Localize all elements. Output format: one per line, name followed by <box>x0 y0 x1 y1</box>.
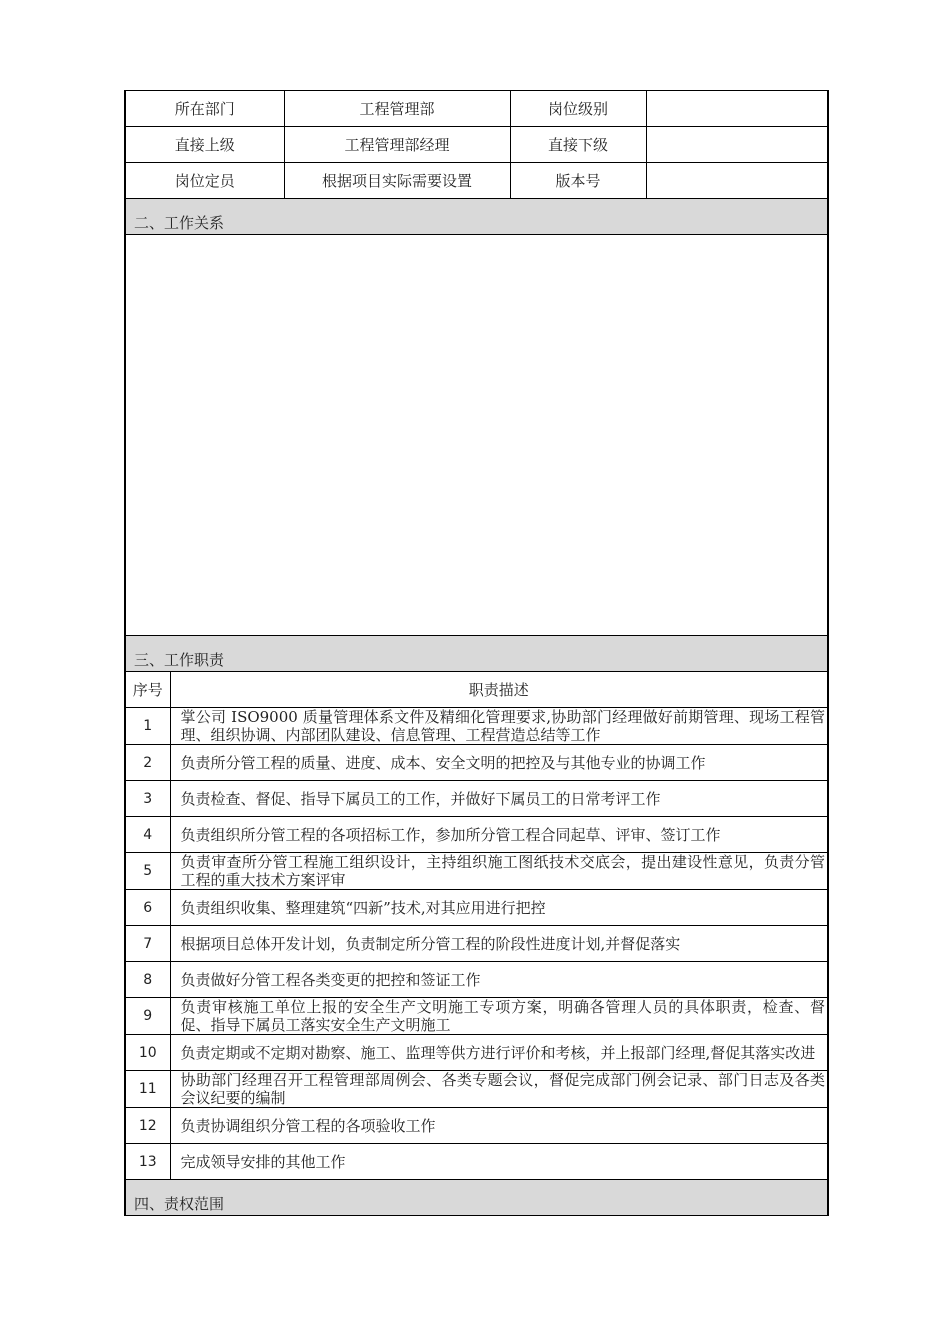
label-department: 所在部门 <box>125 91 284 127</box>
duty-number: 13 <box>125 1144 170 1180</box>
value-direct-superior: 工程管理部经理 <box>284 127 510 163</box>
duty-row <box>125 926 828 962</box>
info-row-department <box>125 91 828 127</box>
duty-description: 负责组织所分管工程的各项招标工作，参加所分管工程合同起草、评审、签订工作 <box>170 817 828 853</box>
duty-number: 6 <box>125 890 170 926</box>
label-direct-subordinate: 直接下级 <box>510 127 646 163</box>
duties-header-no: 序号 <box>125 672 170 708</box>
label-direct-superior: 直接上级 <box>125 127 284 163</box>
duties-header-row <box>125 672 828 708</box>
duty-row <box>125 962 828 998</box>
value-direct-subordinate <box>646 127 828 163</box>
section-authority-title: 四、责权范围 <box>125 1180 828 1216</box>
duty-description: 掌公司 ISO9000 质量管理体系文件及精细化管理要求,协助部门经理做好前期管理、现场工程管理、组织协调、内部团队建设、信息管理、工程营造总结等工作 <box>170 708 828 745</box>
duty-row <box>125 1108 828 1144</box>
section-relations-row <box>125 199 828 235</box>
section-duties-title: 三、工作职责 <box>125 636 828 672</box>
duty-row <box>125 1035 828 1071</box>
duty-description: 负责协调组织分管工程的各项验收工作 <box>170 1108 828 1144</box>
section-authority-row <box>125 1180 828 1216</box>
duty-number: 11 <box>125 1071 170 1108</box>
duty-description: 负责检查、督促、指导下属员工的工作，并做好下属员工的日常考评工作 <box>170 781 828 817</box>
duty-description: 负责组织收集、整理建筑“四新”技术,对其应用进行把控 <box>170 890 828 926</box>
duty-number: 7 <box>125 926 170 962</box>
duty-description: 负责定期或不定期对勘察、施工、监理等供方进行评价和考核，并上报部门经理,督促其落实改进 <box>170 1035 828 1071</box>
job-description-form <box>124 90 827 1216</box>
duty-row <box>125 781 828 817</box>
label-version: 版本号 <box>510 163 646 199</box>
label-job-level: 岗位级别 <box>510 91 646 127</box>
duty-description: 负责所分管工程的质量、进度、成本、安全文明的把控及与其他专业的协调工作 <box>170 745 828 781</box>
duty-description: 完成领导安排的其他工作 <box>170 1144 828 1180</box>
value-job-level <box>646 91 828 127</box>
info-row-superior <box>125 127 828 163</box>
duty-number: 5 <box>125 853 170 890</box>
duty-row <box>125 1071 828 1108</box>
duty-row <box>125 745 828 781</box>
duty-number: 9 <box>125 998 170 1035</box>
label-headcount: 岗位定员 <box>125 163 284 199</box>
relations-content <box>125 235 828 636</box>
duty-number: 1 <box>125 708 170 745</box>
section-relations-title: 二、工作关系 <box>125 199 828 235</box>
relations-content-row <box>125 235 828 636</box>
duty-description: 协助部门经理召开工程管理部周例会、各类专题会议，督促完成部门例会记录、部门日志及各类会议纪要的编制 <box>170 1071 828 1108</box>
duty-description: 负责审查所分管工程施工组织设计，主持组织施工图纸技术交底会，提出建设性意见，负责分管工程的重大技术方案评审 <box>170 853 828 890</box>
duty-description: 负责审核施工单位上报的安全生产文明施工专项方案，明确各管理人员的具体职责，检查、督促、指导下属员工落实安全生产文明施工 <box>170 998 828 1035</box>
section-duties-row <box>125 636 828 672</box>
duty-row <box>125 708 828 745</box>
value-department: 工程管理部 <box>284 91 510 127</box>
duties-header-desc: 职责描述 <box>170 672 828 708</box>
form-table <box>124 90 829 1216</box>
duty-description: 负责做好分管工程各类变更的把控和签证工作 <box>170 962 828 998</box>
duty-number: 10 <box>125 1035 170 1071</box>
duty-description: 根据项目总体开发计划，负责制定所分管工程的阶段性进度计划,并督促落实 <box>170 926 828 962</box>
duty-row <box>125 853 828 890</box>
duty-number: 2 <box>125 745 170 781</box>
duty-row <box>125 890 828 926</box>
info-row-headcount <box>125 163 828 199</box>
value-version <box>646 163 828 199</box>
duty-number: 4 <box>125 817 170 853</box>
duty-row <box>125 817 828 853</box>
duty-number: 3 <box>125 781 170 817</box>
duty-row <box>125 998 828 1035</box>
duty-row <box>125 1144 828 1180</box>
duty-number: 12 <box>125 1108 170 1144</box>
value-headcount: 根据项目实际需要设置 <box>284 163 510 199</box>
duty-number: 8 <box>125 962 170 998</box>
